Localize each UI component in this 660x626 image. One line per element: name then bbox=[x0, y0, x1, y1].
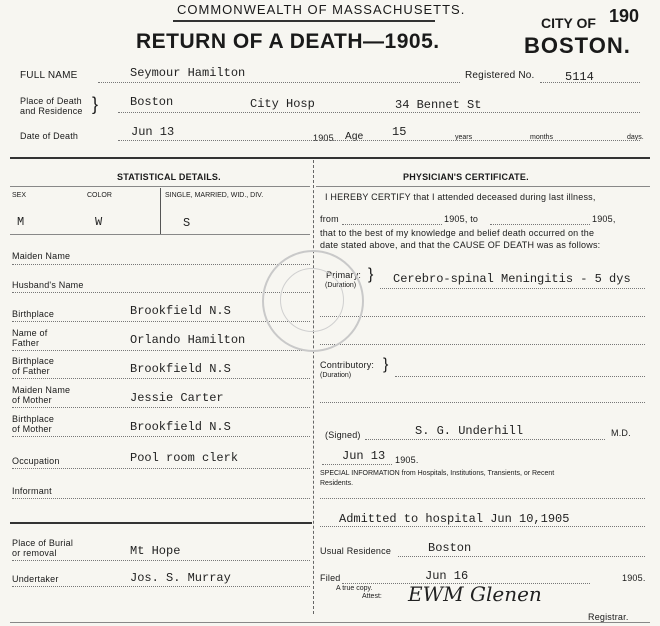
left-burial-rule bbox=[10, 522, 312, 524]
bp-mother-line bbox=[12, 436, 310, 437]
color-value: W bbox=[95, 215, 103, 229]
residence-line bbox=[398, 556, 645, 557]
header-rule bbox=[173, 20, 435, 22]
occupation-line bbox=[12, 468, 310, 469]
signed-label: (Signed) bbox=[325, 430, 361, 440]
date-line bbox=[118, 140, 640, 141]
filed-year: 1905. bbox=[622, 573, 646, 583]
burial-label-1: Place of Burial bbox=[12, 538, 74, 548]
city-seal bbox=[262, 250, 364, 352]
contributory-brace: } bbox=[383, 356, 389, 373]
special-line-2 bbox=[320, 526, 645, 527]
bp-father-label-2: of Father bbox=[12, 366, 50, 376]
color-label: COLOR bbox=[87, 192, 112, 199]
place-address-value: 34 Bennet St bbox=[395, 98, 482, 112]
sex-color-divider bbox=[160, 188, 161, 234]
registered-line bbox=[540, 82, 640, 83]
physician-heading: PHYSICIAN'S CERTIFICATE. bbox=[403, 172, 529, 182]
registrar-signature: EWM Glenen bbox=[408, 582, 542, 606]
sex-value: M bbox=[17, 215, 25, 229]
father-label-2: Father bbox=[12, 338, 40, 348]
filed-label: Filed bbox=[320, 573, 341, 583]
mother-label-1: Maiden Name bbox=[12, 385, 71, 395]
place-city-value: Boston bbox=[130, 95, 174, 109]
place-hosp-value: City Hosp bbox=[250, 97, 315, 111]
bp-father-value: Brookfield N.S bbox=[130, 362, 231, 376]
full-name-label: FULL NAME bbox=[20, 70, 78, 81]
informant-label: Informant bbox=[12, 486, 52, 496]
special-info-1: SPECIAL INFORMATION from Hospitals, Institutions, Transients, or Recent bbox=[320, 470, 555, 477]
age-value: 15 bbox=[392, 125, 407, 139]
bp-mother-value: Brookfield N.S bbox=[130, 420, 231, 434]
registrar-label: Registrar. bbox=[588, 612, 629, 622]
special-line-1 bbox=[320, 498, 645, 499]
place-label-2: and Residence bbox=[20, 106, 83, 116]
date-value: Jun 13 bbox=[131, 125, 175, 139]
father-value: Orlando Hamilton bbox=[130, 333, 246, 347]
signed-value: S. G. Underhill bbox=[415, 424, 524, 438]
commonwealth-heading: COMMONWEALTH OF MASSACHUSETTS. bbox=[177, 2, 466, 17]
from-line bbox=[342, 224, 442, 225]
to-line bbox=[490, 224, 590, 225]
attest-label: Attest: bbox=[362, 593, 382, 600]
sex-label: SEX bbox=[12, 192, 27, 199]
primary-brace: } bbox=[368, 266, 374, 283]
filed-value: Jun 16 bbox=[425, 569, 469, 583]
primary-line-1 bbox=[380, 288, 645, 289]
residence-value: Boston bbox=[428, 541, 472, 555]
marital-value: S bbox=[183, 216, 191, 230]
city-of-label: CITY OF bbox=[541, 15, 596, 31]
place-label-1: Place of Death bbox=[20, 96, 82, 106]
bp-mother-label-2: of Mother bbox=[12, 424, 52, 434]
sex-row-rule bbox=[10, 234, 310, 235]
special-info-2: Residents. bbox=[320, 480, 354, 487]
form-title: RETURN OF A DEATH—1905. bbox=[136, 30, 440, 53]
column-divider bbox=[313, 160, 314, 614]
date-label: Date of Death bbox=[20, 131, 79, 141]
right-heading-rule bbox=[316, 186, 650, 187]
burial-label-2: or removal bbox=[12, 548, 57, 558]
signed-date-line bbox=[322, 464, 392, 465]
full-name-value: Seymour Hamilton bbox=[130, 66, 246, 80]
date-year: 1905. bbox=[313, 133, 337, 143]
city-name: BOSTON. bbox=[524, 33, 631, 58]
contributory-line-2 bbox=[320, 402, 645, 403]
registered-label: Registered No. bbox=[465, 70, 535, 81]
bp-father-line bbox=[12, 378, 310, 379]
bp-mother-label-1: Birthplace bbox=[12, 414, 55, 424]
undertaker-label: Undertaker bbox=[12, 574, 59, 584]
place-brace: } bbox=[92, 94, 99, 114]
signed-line bbox=[365, 439, 605, 440]
mother-value: Jessie Carter bbox=[130, 391, 224, 405]
mother-line bbox=[12, 407, 310, 408]
contributory-duration-label: (Duration) bbox=[320, 372, 352, 379]
mother-label-2: of Mother bbox=[12, 395, 52, 405]
maiden-name-label: Maiden Name bbox=[12, 251, 71, 261]
age-label: Age bbox=[345, 131, 364, 142]
from-year: 1905, to bbox=[444, 214, 479, 224]
to-year: 1905, bbox=[592, 214, 616, 224]
city-number: 190 bbox=[609, 6, 640, 26]
full-name-line bbox=[98, 82, 460, 83]
years-label: years bbox=[455, 134, 473, 141]
bp-father-label-1: Birthplace bbox=[12, 356, 55, 366]
certify-line-3: date stated above, and that the CAUSE OF DEATH was as follows: bbox=[320, 240, 601, 250]
signed-date-year: 1905. bbox=[395, 455, 419, 465]
contributory-line-1 bbox=[395, 376, 645, 377]
primary-line-3 bbox=[320, 344, 645, 345]
undertaker-value: Jos. S. Murray bbox=[130, 571, 231, 585]
primary-label: Primary: bbox=[326, 270, 362, 280]
husbands-name-label: Husband's Name bbox=[12, 280, 84, 290]
contributory-label: Contributory: bbox=[320, 360, 375, 370]
admitted-value: Admitted to hospital Jun 10,1905 bbox=[339, 512, 570, 526]
birthplace-label: Birthplace bbox=[12, 309, 55, 319]
primary-line-2 bbox=[320, 316, 645, 317]
days-label: days. bbox=[627, 134, 644, 141]
primary-duration-label: (Duration) bbox=[325, 282, 357, 289]
occupation-value: Pool room clerk bbox=[130, 451, 239, 465]
undertaker-line bbox=[12, 586, 310, 587]
true-copy-label: A true copy. bbox=[336, 585, 373, 592]
burial-line bbox=[12, 560, 310, 561]
md-label: M.D. bbox=[611, 428, 631, 438]
from-label: from bbox=[320, 214, 339, 224]
place-line bbox=[118, 112, 640, 113]
maiden-name-line bbox=[12, 264, 310, 265]
birthplace-value: Brookfield N.S bbox=[130, 304, 231, 318]
father-label-1: Name of bbox=[12, 328, 48, 338]
burial-value: Mt Hope bbox=[130, 544, 181, 558]
residence-label: Usual Residence bbox=[320, 546, 392, 556]
father-line bbox=[12, 350, 310, 351]
registered-value: 5114 bbox=[565, 70, 594, 84]
certify-text: I HEREBY CERTIFY that I attended deceased during last illness, bbox=[325, 192, 596, 202]
bottom-border bbox=[10, 622, 650, 623]
informant-line bbox=[12, 498, 310, 499]
signed-date-value: Jun 13 bbox=[342, 449, 386, 463]
section-rule-top bbox=[10, 157, 650, 159]
certify-line-2: that to the best of my knowledge and belief death occurred on the bbox=[320, 228, 595, 238]
primary-value: Cerebro-spinal Meningitis - 5 dys bbox=[393, 272, 631, 286]
left-heading-rule bbox=[10, 186, 310, 187]
statistical-heading: STATISTICAL DETAILS. bbox=[117, 172, 221, 182]
occupation-label: Occupation bbox=[12, 456, 60, 466]
months-label: months bbox=[530, 134, 553, 141]
marital-label: SINGLE, MARRIED, WID., DIV. bbox=[165, 192, 264, 199]
